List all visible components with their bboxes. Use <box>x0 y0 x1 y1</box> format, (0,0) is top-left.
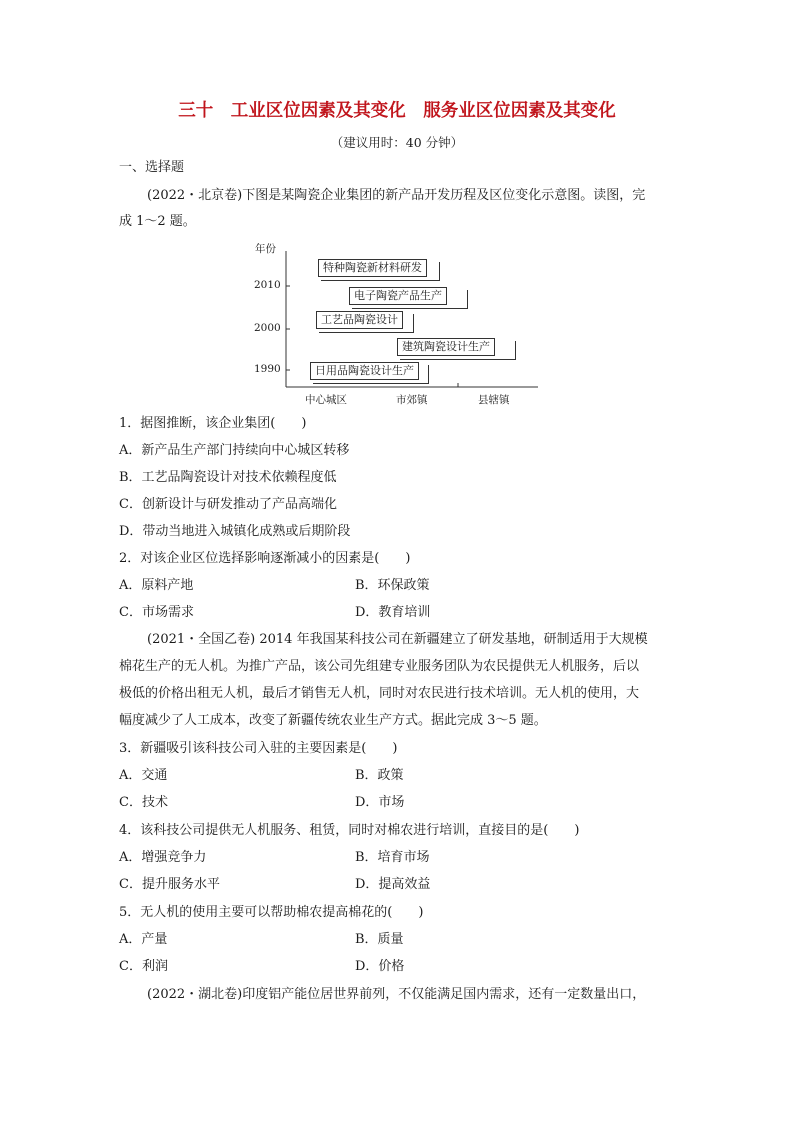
page-title: 三十 工业区位因素及其变化 服务业区位因素及其变化 <box>178 101 616 121</box>
question-2-option-d: D．教育培训 <box>355 605 431 620</box>
passage-2-line-4: 幅度减少了人工成本，改变了新疆传统农业生产方式。据此完成 3～5 题。 <box>119 713 547 728</box>
question-2-stem: 2．对该企业区位选择影响逐渐减小的因素是( ) <box>119 551 411 566</box>
event-craft-ceramics: 工艺品陶瓷设计 <box>316 311 403 329</box>
y-axis-title: 年份 <box>255 243 276 255</box>
question-1-option-a: A．新产品生产部门持续向中心城区转移 <box>119 443 350 458</box>
question-1-option-b: B．工艺品陶瓷设计对技术依赖程度低 <box>119 470 337 485</box>
question-3-option-b: B．政策 <box>355 768 404 783</box>
question-4-option-c: C．提升服务水平 <box>119 877 220 892</box>
question-3-stem: 3．新疆吸引该科技公司入驻的主要因素是( ) <box>119 741 398 756</box>
passage-2-line-1: (2021・全国乙卷) 2014 年我国某科技公司在新疆建立了研发基地，研制适用于大规模 <box>147 632 648 647</box>
event-building-ceramics: 建筑陶瓷设计生产 <box>397 338 495 356</box>
question-4-option-b: B．培育市场 <box>355 850 430 865</box>
passage-1-line-2: 成 1～2 题。 <box>119 214 196 229</box>
question-1-option-d: D．带动当地进入城镇化成熟或后期阶段 <box>119 524 351 539</box>
question-5-option-a: A．产量 <box>119 932 168 947</box>
passage-3-line-1: (2022・湖北卷)印度铝产能位居世界前列，不仅能满足国内需求，还有一定数量出口， <box>147 987 646 1002</box>
question-3-option-a: A．交通 <box>119 768 168 783</box>
question-3-option-c: C．技术 <box>119 795 168 810</box>
passage-2-line-3: 极低的价格出租无人机，最后才销售无人机，同时对农民进行技术培训。无人机的使用，大 <box>119 686 640 701</box>
question-2-option-b: B．环保政策 <box>355 578 430 593</box>
x-tick-label-county: 县辖镇 <box>478 394 510 406</box>
event-electronic-ceramics: 电子陶瓷产品生产 <box>349 287 447 305</box>
question-2-option-c: C．市场需求 <box>119 605 194 620</box>
passage-2-line-2: 棉花生产的无人机。为推广产品，该公司先组建专业服务团队为农民提供无人机服务，后以 <box>119 659 640 674</box>
x-tick-label-suburb: 市郊镇 <box>396 394 428 406</box>
question-3-option-d: D．市场 <box>355 795 405 810</box>
timeline-chart <box>240 235 550 410</box>
question-2-option-a: A．原料产地 <box>119 578 194 593</box>
question-4-option-a: A．增强竞争力 <box>119 850 207 865</box>
question-5-option-c: C．利润 <box>119 959 168 974</box>
question-4-option-d: D．提高效益 <box>355 877 431 892</box>
question-4-stem: 4．该科技公司提供无人机服务、租赁，同时对棉农进行培训，直接目的是( ) <box>119 823 580 838</box>
y-tick-label-2010: 2010 <box>254 279 281 291</box>
x-tick-label-center: 中心城区 <box>305 394 347 406</box>
page-subtitle: （建议用时：40 分钟） <box>330 135 464 150</box>
event-special-ceramics: 特种陶瓷新材料研发 <box>318 259 427 277</box>
section-heading: 一、选择题 <box>119 160 185 175</box>
question-5-option-b: B．质量 <box>355 932 404 947</box>
question-1-option-c: C．创新设计与研发推动了产品高端化 <box>119 497 337 512</box>
passage-1-line-1: (2022・北京卷)下图是某陶瓷企业集团的新产品开发历程及区位变化示意图。读图，完 <box>147 188 646 203</box>
event-daily-ceramics: 日用品陶瓷设计生产 <box>310 362 419 380</box>
y-tick-label-1990: 1990 <box>254 363 281 375</box>
question-5-option-d: D．价格 <box>355 959 405 974</box>
question-5-stem: 5．无人机的使用主要可以帮助棉农提高棉花的( ) <box>119 905 424 920</box>
y-tick-label-2000: 2000 <box>254 322 281 334</box>
question-1-stem: 1．据图推断，该企业集团( ) <box>119 416 307 431</box>
